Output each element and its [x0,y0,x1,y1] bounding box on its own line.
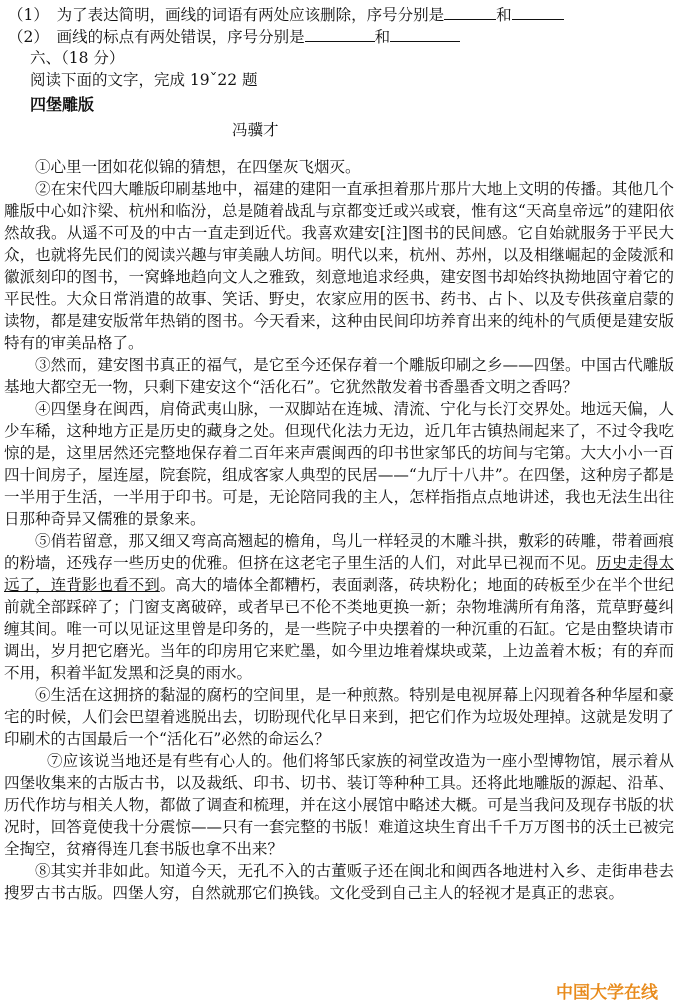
paragraph-3: ③然而，建安图书真正的福气，是它至今还保存着一个雕版印刷之乡——四堡。中国古代雕版基地大都空无一物，只剩下建安这个“活化石”。它犹然散发着书香墨香文明之香吗？ [4,356,674,396]
answer-blank[interactable] [390,26,460,42]
paragraph-5-end: 。高大的墙体全都糟朽，表面剥落，砖块粉化；地面的砖板至少在半个世纪前就全部踩碎了；门窗支离破碎，或者早已不伦不类地更换一新；杂物堆满所有角落，荒草野蔓纠缠其间。唯一可以见证这里曾是印务的，是一些院子中央摆着的一种沉重的石缸。它是由整块请市调出，岁月把它磨光。当年的印房用它来贮墨，如今里边堆着煤块或菜，上边盖着木板；有的弃而不用，积着半缸发黑和泛臭的雨水。 [4,576,674,682]
answer-blank[interactable] [305,26,375,42]
paragraph-6: ⑥生活在这拥挤的黏湿的腐朽的空间里，是一种煎熬。特别是电视屏幕上闪现着各种华屋和豪宅的时候，人们会巴望着逃脱出去，切盼现代化早日来到，把它们作为垃圾处理掉。这就是发明了印刷术的古国最后一个“活化石”必然的命运么？ [4,686,674,748]
paragraph-4: ④四堡身在闽西，肩倚武夷山脉，一双脚站在连城、清流、宁化与长汀交界处。地远天偏，人少车稀，这种地方正是历史的藏身之处。但现代化法力无边，近几年古镇热闹起来了，不过令我吃惊的是，这里居然还完整地保存着二百年来声震闽西的印书世家邹氏的坊间与宅第。大大小小一百四十间房子，屋连屋，院套院，组成客家人典型的民居——“九厅十八井”。在四堡，这种房子都是一半用于生活，一半用于印书。可是，无论陪同我的主人，怎样指指点点地讲述，我也无法生出往日那种奇异又儒雅的景象来。 [4,400,674,528]
underlined-sentence: 历史走得太远了，连背影也看不到 [4,554,674,594]
paragraph-7: ⑦应该说当地还是有些有心人的。他们将邹氏家族的祠堂改造为一座小型博物馆，展示着从四堡收集来的古版古书，以及裁纸、印书、切书、装订等种种工具。还将此地雕版的源起、沿革、历代作坊与相关人物，都做了调查和梳理，并在这小展馆中略述大概。可是当我问及现存书版的状况时，回答竟使我十分震惊——只有一套完整的书版！难道这块生育出千千万万图书的沃土已被完全掏空，贫瘠得连几套书版也拿不出来？ [4,752,674,858]
article-author: 冯骥才 [232,121,279,139]
watermark-logo: 中国大学在线 [556,983,658,1003]
question-1 [8,4,564,25]
paragraph-8: ⑧其实并非如此。知道今天，无孔不入的古董贩子还在闽北和闽西各地进村入乡、走街串巷去搜罗古书古版。四堡人穷，自然就那它们换钱。文化受到自己主人的轻视才是真正的悲哀。 [4,862,674,902]
article-body [4,156,674,904]
question-1-text: （1） 为了表达简明，画线的词语有两处应该删除，序号分别是 [8,6,445,24]
question-2 [8,26,460,47]
question-2-text: （2） 画线的标点有两处错误，序号分别是 [8,28,305,46]
answer-blank[interactable] [444,4,496,20]
paragraph-5 [4,530,674,684]
article-title: 四堡雕版 [30,95,95,114]
paragraph-5-start: ⑤俏若留意，那又细又弯高高翘起的檐角，鸟儿一样轻灵的木雕斗拱，敷彩的砖雕，带着画痕的粉墙，还残存一些历史的优雅。但挤在这老宅子里生活的人们，对此早已视而不见。 [4,532,674,572]
paragraph-2: ②在宋代四大雕版印刷基地中，福建的建阳一直承担着那片那片大地上文明的传播。其他几个雕版中心如汴梁、杭州和临汾，总是随着战乱与京都变迁或兴或衰，惟有这“天高皇帝远”的建阳依然故我。从遥不可及的中古一直走到近代。我喜欢建安[注]图书的民间感。它自始就服务于平民大众，也就将先民们的阅读兴趣与审美融人坊间。明代以来，杭州、苏州，以及相继崛起的金陵派和徽派刻印的图书，一窝蜂地趋向文人之雅致，刻意地追求经典，建安图书却始终执拗地固守着它的平民性。大众日常消遣的故事、笑话、野史，农家应用的医书、药书、占卜、以及专供孩童启蒙的读物，都是建安版常年热销的图书。今天看来，这种由民间印坊养育出来的纯朴的气质便是建安版特有的审美品格了。 [4,180,674,352]
section-heading: 六、（18 分） [30,49,125,67]
paragraph-1: ①心里一团如花似锦的猜想，在四堡灰飞烟灭。 [35,158,361,176]
question-2-and: 和 [374,28,391,46]
question-1-and: 和 [496,6,512,24]
answer-blank[interactable] [512,4,564,20]
section-instruction: 阅读下面的文字，完成 19ˇ22 题 [30,71,258,89]
